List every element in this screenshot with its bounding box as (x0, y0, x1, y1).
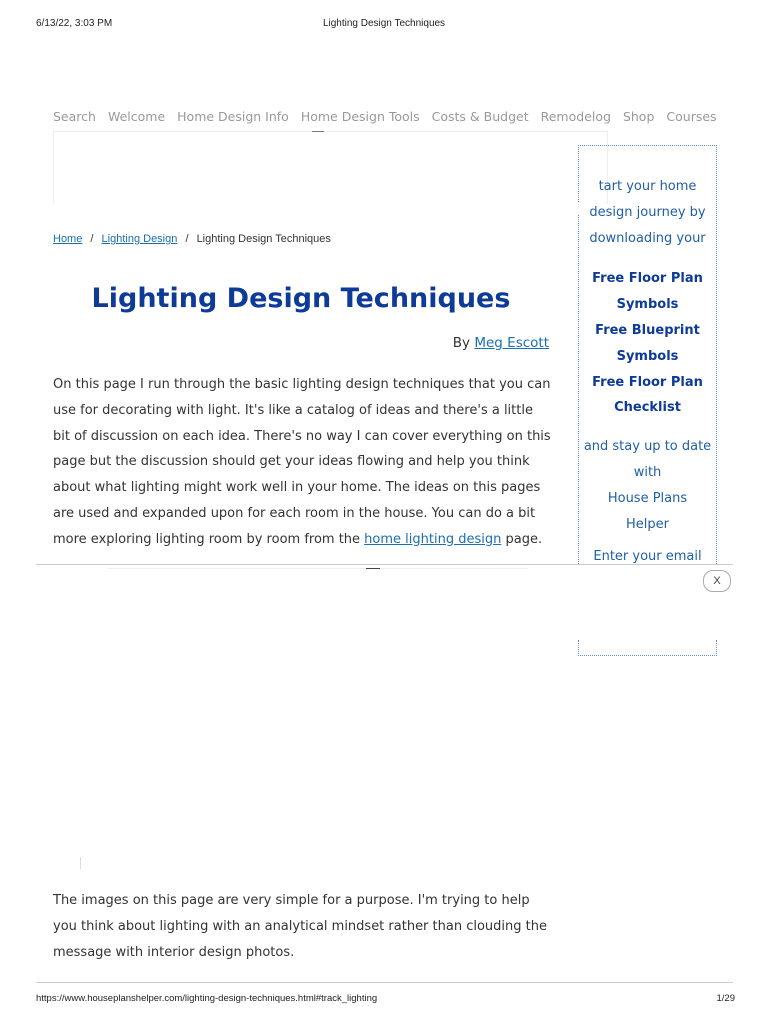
sidebar-intro-line: downloading your (589, 230, 706, 246)
nav-item-shop[interactable]: Shop (622, 109, 655, 124)
print-title: Lighting Design Techniques (322, 18, 446, 29)
nav-item-home-design-info[interactable]: Home Design Info (177, 109, 289, 124)
link-line[interactable]: Checklist (614, 400, 681, 416)
intro-text: On this page I run through the basic lighting design techniques that you can use for decorating with light. It's like a catalog of ideas and there's a little bit of discussion on each idea. There's no way I can cover everything on this page but the discussion should get your ideas flowing and help you think about what lighting might work well in your home. The ideas on this pages are used and expanded upon for each room in the house. You can do a bit more exploring lighting room by room from the (53, 377, 551, 547)
byline-label: By (452, 335, 471, 351)
nav-item-courses[interactable]: Courses (666, 109, 717, 124)
sidebar-stay-line: Helper (626, 516, 669, 532)
breadcrumb (53, 233, 331, 245)
sidebar-intro-line: design journey by (589, 204, 706, 220)
sidebar-stay-line: and stay up to date (583, 439, 712, 455)
intro-paragraph (53, 372, 553, 553)
breadcrumb-current: Lighting Design Techniques (196, 233, 331, 245)
ad-marker (312, 131, 324, 132)
images-paragraph: The images on this page are very simple for a purpose. I'm trying to help you think about lighting with an analytical mindset rather than clouding the message with interior design photos. (53, 893, 547, 960)
byline (53, 335, 549, 351)
free-floor-plan-symbols-link[interactable] (578, 266, 717, 318)
print-page-number: 1/29 (716, 993, 735, 1004)
ad-overlay (36, 564, 733, 892)
divider-mark (80, 857, 81, 869)
print-url: https://www.houseplanshelper.com/lighting-design-techniques.html#track_lighting (36, 993, 378, 1004)
sidebar-bottom-border (578, 640, 717, 656)
signup-sidebar-content (578, 174, 717, 570)
free-blueprint-symbols-link[interactable] (578, 318, 717, 370)
sidebar-stay-line: with (633, 464, 662, 480)
author-link[interactable]: Meg Escott (474, 335, 549, 351)
link-line[interactable]: Symbols (616, 297, 679, 313)
intro-text-end: page. (501, 531, 543, 547)
free-floor-plan-checklist-link[interactable] (578, 370, 717, 422)
link-line[interactable]: Free Floor Plan (592, 374, 703, 390)
home-lighting-design-link[interactable]: home lighting design (364, 531, 502, 547)
nav-item-remodelog[interactable]: Remodelog (540, 109, 611, 124)
nav-item-home-design-tools[interactable]: Home Design Tools (300, 109, 420, 124)
nav-item-costs-budget[interactable]: Costs & Budget (431, 109, 529, 124)
link-line[interactable]: Free Blueprint (595, 322, 700, 338)
top-nav (53, 109, 729, 124)
nav-item-welcome[interactable]: Welcome (107, 109, 166, 124)
breadcrumb-separator: / (90, 233, 94, 245)
print-datetime: 6/13/22, 3:03 PM (36, 18, 113, 29)
overlay-marker (366, 568, 380, 569)
link-line[interactable]: Symbols (616, 348, 679, 364)
nav-item-search[interactable]: Search (53, 109, 96, 124)
email-prompt: Enter your email (593, 549, 702, 565)
overlay-divider (108, 568, 528, 569)
close-ad-button[interactable]: X (703, 570, 731, 592)
breadcrumb-separator: / (185, 233, 189, 245)
link-line[interactable]: Free Floor Plan (592, 271, 703, 287)
page-title: Lighting Design Techniques (91, 283, 511, 314)
footer-divider (36, 982, 733, 983)
sidebar-intro-line: tart your home (598, 179, 697, 194)
sidebar-stay-line: House Plans (607, 490, 688, 506)
ad-placeholder (53, 131, 608, 204)
breadcrumb-home-link[interactable]: Home (53, 233, 83, 245)
breadcrumb-lighting-design-link[interactable]: Lighting Design (101, 233, 178, 245)
